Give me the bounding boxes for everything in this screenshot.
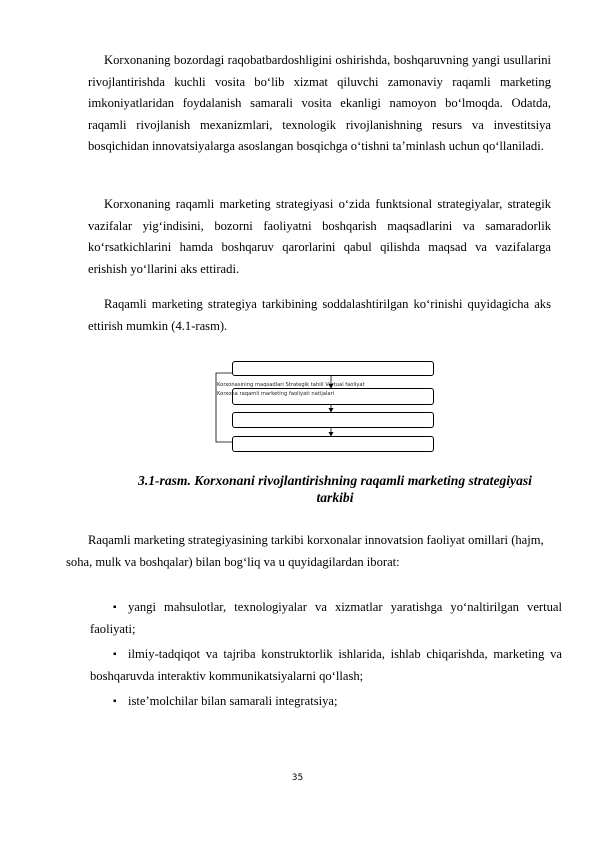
list-item bbox=[90, 644, 562, 687]
list-item-text: ilmiy-tadqiqot va tajriba konstruktorlik ishlarida, ishlab chiqarishda, marketing va boshqaruvda interaktiv kommunikatsiyalarni qo‘llash; bbox=[90, 647, 562, 683]
diagram-box-3 bbox=[232, 412, 434, 428]
figure-caption-line1: 3.1-rasm. Korxonani rivojlantirishning raqamli marketing strategiyasi bbox=[138, 473, 532, 488]
strategy-diagram bbox=[214, 361, 436, 456]
list-item-text: yangi mahsulotlar, texnologiyalar va xizmatlar yaratishga yo‘naltirilgan vertual faoliyati; bbox=[90, 600, 562, 636]
paragraph-strategy: Korxonaning raqamli marketing strategiyasi o‘zida funktsional strategiyalar, strategik vazifalar yig‘indisini, bozorni faoliyatni boshqarish maqsadlarini va samaradorlik ko‘rsatkichlarini hamda boshqaruv qarorlarini qabul qilishda maqsad va vazifalarga erishish yo‘llarini aks ettiradi. bbox=[88, 197, 551, 276]
paragraph-figure-ref: Raqamli marketing strategiya tarkibining soddalashtirilgan ko‘rinishi quyidagicha aks ettirish mumkin (4.1-rasm). bbox=[88, 297, 551, 333]
bullet-icon: ▪ bbox=[113, 602, 117, 613]
list-item bbox=[90, 597, 562, 640]
diagram-box-4 bbox=[232, 436, 434, 452]
diagram-box-1 bbox=[232, 361, 434, 376]
diagram-label-goals: Korxonasining maqsadlari Strategik tahlil Vertual faoliyat bbox=[217, 382, 365, 388]
figure-caption bbox=[100, 472, 570, 506]
list-item-text: iste’molchilar bilan samarali integratsiya; bbox=[128, 694, 338, 708]
figure-caption-line2: tarkibi bbox=[316, 490, 354, 505]
bullet-icon: ▪ bbox=[113, 649, 117, 660]
list-item bbox=[90, 691, 562, 713]
diagram-label-results: Korxona raqamli marketing faoliyati natijalari bbox=[217, 391, 335, 397]
paragraph-intro: Korxonaning bozordagi raqobatbardoshligini oshirishda, boshqaruvning yangi usullarini rivojlantirishda kuchli vosita bo‘lib xizmat qiluvchi zamonaviy raqamli marketing imkoniyatlaridan foydalanish samarali vosita ekanligi namoyon bo‘lmoqda. Odatda, raqamli rivojlanish mexanizmlari, texnologik rivojlanishning resurs va investitsiya bosqichidan innovatsiyalarga asoslangan bosqichga o‘tishni ta’minlash uchun qo‘llaniladi. bbox=[88, 53, 551, 153]
paragraph-composition: Raqamli marketing strategiyasining tarkibi korxonalar innovatsion faoliyat omillari (hajm, soha, mulk va boshqalar) bilan bog‘liq va u quyidagilardan iborat: bbox=[66, 533, 544, 569]
bullet-icon: ▪ bbox=[113, 696, 117, 707]
page-number: 35 bbox=[291, 773, 304, 783]
